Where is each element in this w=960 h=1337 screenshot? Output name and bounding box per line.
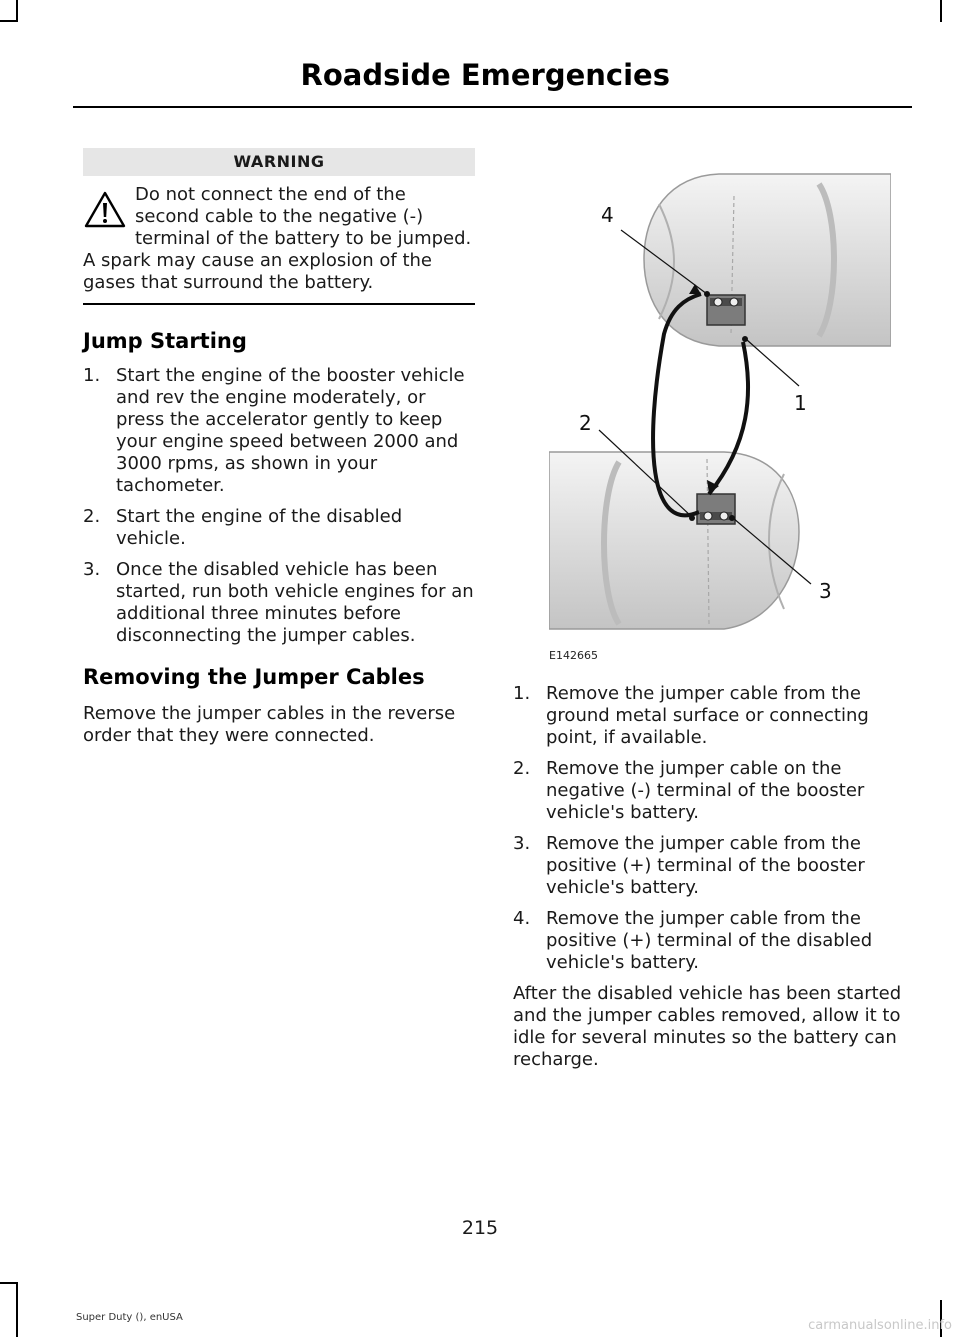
warning-rule (83, 303, 475, 305)
crop-mark (0, 20, 18, 22)
watermark: carmanualsonline.info (808, 1318, 952, 1333)
crop-mark (16, 1282, 18, 1337)
list-item: 1. Remove the jumper cable from the ground metal surface or connecting point, if available. (513, 683, 869, 748)
jump-starting-steps (83, 365, 475, 647)
warning-label: WARNING (83, 148, 475, 176)
header-rule (73, 106, 912, 108)
booster-vehicle (644, 174, 891, 346)
crop-mark (0, 1282, 18, 1284)
warning-triangle-icon (83, 190, 127, 230)
after-text: After the disabled vehicle has been started and the jumper cables removed, allow it to idle for several minutes so the battery can recharge. (513, 983, 902, 1070)
list-item: 1. Start the engine of the booster vehicle and rev the engine moderately, or press the accelerator gently to keep your engine speed between 2000 and 3000 rpms, as shown in your tachometer. (83, 365, 465, 496)
list-item: 4. Remove the jumper cable from the positive (+) terminal of the disabled vehicle's battery. (513, 908, 873, 973)
label-4: 4 (601, 203, 614, 227)
label-3: 3 (819, 579, 832, 603)
removal-steps (513, 683, 911, 974)
warning-text: Do not connect the end of the second cable to the negative (-) terminal of the battery to be jumped. (135, 184, 472, 249)
removing-heading: Removing the Jumper Cables (83, 665, 425, 689)
list-item: 2. Remove the jumper cable on the negative (-) terminal of the booster vehicle's battery. (513, 758, 865, 823)
disabled-vehicle (549, 452, 799, 629)
right-column (513, 683, 911, 1071)
label-2: 2 (579, 411, 592, 435)
figure-code: E142665 (549, 649, 598, 662)
list-item: 3. Remove the jumper cable from the positive (+) terminal of the booster vehicle's battery. (513, 833, 865, 898)
removing-intro: Remove the jumper cables in the reverse order that they were connected. (83, 703, 456, 746)
page-number: 215 (461, 1217, 499, 1239)
list-item: 3. Once the disabled vehicle has been started, run both vehicle engines for an additional three minutes before disconnecting the jumper cables. (83, 559, 474, 646)
warning-box (83, 184, 475, 305)
page-title: Roadside Emergencies (300, 58, 670, 92)
warning-text-continued: A spark may cause an explosion of the gases that surround the battery. (83, 250, 433, 293)
crop-mark (940, 0, 942, 22)
left-column (83, 148, 475, 747)
footer-text: Super Duty (), enUSA (76, 1312, 183, 1323)
crop-mark (16, 0, 18, 22)
list-item: 2. Start the engine of the disabled vehicle. (83, 506, 403, 549)
label-1: 1 (794, 391, 807, 415)
jump-start-diagram (549, 154, 891, 666)
jump-starting-heading: Jump Starting (83, 329, 247, 353)
